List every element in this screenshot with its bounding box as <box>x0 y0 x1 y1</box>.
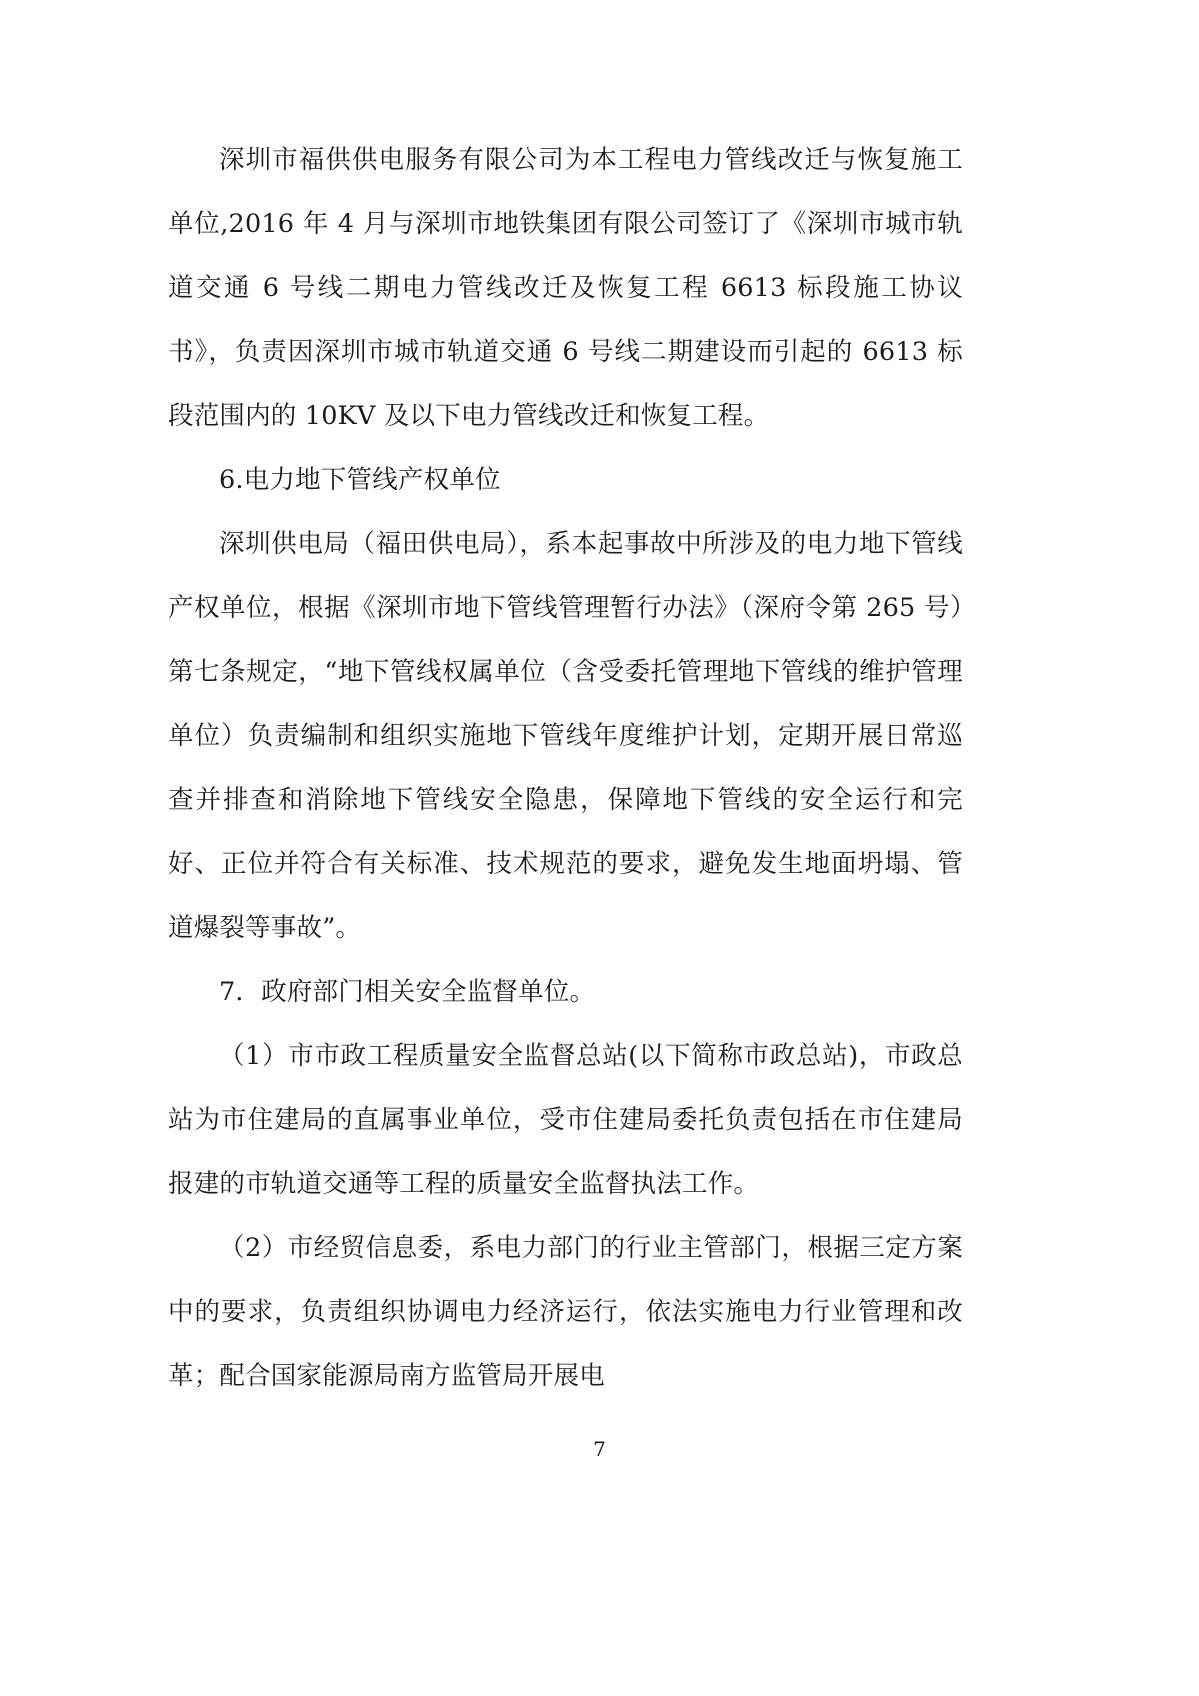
paragraph-heading-7: 7．政府部门相关安全监督单位。 <box>219 977 596 1007</box>
page-number: 7 <box>593 1437 606 1461</box>
paragraph-heading-6: 6.电力地下管线产权单位 <box>219 465 501 495</box>
paragraph-item-1: （1）市市政工程质量安全监督总站(以下简称市政总站)，市政总站为市住建局的直属事业单位，受市住建局委托负责包括在市住建局报建的市轨道交通等工程的质量安全监督执法工作。 <box>168 1041 963 1199</box>
paragraph-1: 深圳市福供供电服务有限公司为本工程电力管线改迁与恢复施工单位,2016 年 4 月与深圳市地铁集团有限公司签订了《深圳市城市轨道交通 6 号线二期电力管线改迁及恢复工程 6613 标段施工协议书》，负责因深圳市城市轨道交通 6 号线二期建设而引起的 6613 标段范围内的 10KV 及以下电力管线改迁和恢复工程。 <box>168 145 963 431</box>
paragraph-item-2: （2）市经贸信息委，系电力部门的行业主管部门，根据三定方案中的要求，负责组织协调电力经济运行，依法实施电力行业管理和改革；配合国家能源局南方监管局开展电 <box>168 1233 963 1391</box>
paragraph-2: 深圳供电局（福田供电局），系本起事故中所涉及的电力地下管线产权单位，根据《深圳市地下管线管理暂行办法》（深府令第 265 号）第七条规定，“地下管线权属单位（含受委托管理地下管线的维护管理单位）负责编制和组织实施地下管线年度维护计划，定期开展日常巡查并排查和消除地下管线安全隐患，保障地下管线的安全运行和完好、正位并符合有关标准、技术规范的要求，避免发生地面坍塌、管道爆裂等事故”。 <box>168 529 963 943</box>
document-body <box>168 128 963 1408</box>
